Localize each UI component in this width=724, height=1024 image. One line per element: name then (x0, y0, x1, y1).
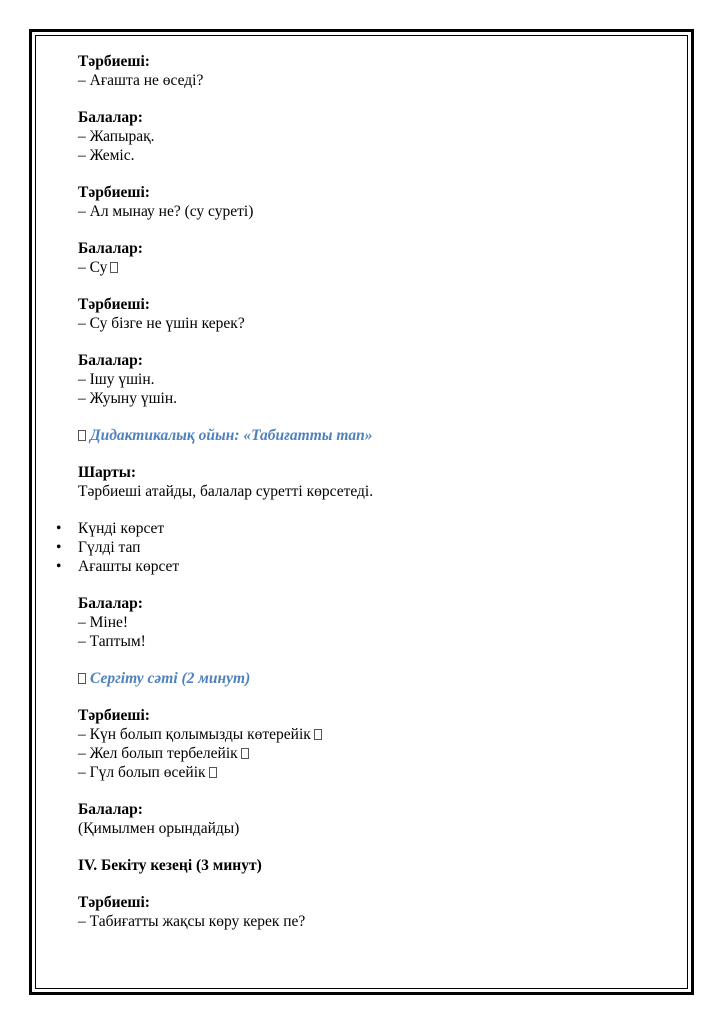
list-item-text: Ағашты көрсет (78, 558, 180, 575)
list-item (56, 538, 678, 557)
rules-block (78, 463, 678, 501)
flower-emoji-icon (209, 767, 217, 778)
dialogue-block (78, 52, 678, 90)
dialogue-line: – Гүл болып өсейік (78, 764, 206, 781)
dialogue-line: – Ал мынау не? (су суреті) (78, 203, 254, 220)
list-item (56, 519, 678, 538)
game-heading (78, 426, 678, 445)
dialogue-line: – Жуыну үшін. (78, 390, 178, 407)
section-title: IV. Бекіту кезеңі (3 минут) (78, 857, 262, 874)
dialogue-line: – Табиғатты жақсы көру керек пе? (78, 913, 306, 930)
dialogue-line: – Міне! (78, 614, 129, 631)
dialogue-block (78, 183, 678, 221)
dialogue-line: – Ішу үшін. (78, 371, 155, 388)
dialogue-line-with-emoji (78, 763, 678, 782)
document-body (56, 52, 678, 949)
dialogue-block (78, 800, 678, 838)
speaker-label: Балалар: (78, 352, 143, 369)
dialogue-block (78, 295, 678, 333)
dialogue-line: – Жапырақ. (78, 128, 155, 145)
exercise-emoji-icon (78, 673, 86, 684)
rules-text: Тәрбиеші атайды, балалар суретті көрсетеді. (78, 483, 374, 500)
exercise-heading-text: Сергіту сәті (2 минут) (90, 670, 251, 687)
bullet-list (56, 519, 678, 576)
dialogue-line: – Таптым! (78, 633, 146, 650)
bullet-icon: • (56, 558, 62, 575)
speaker-label: Балалар: (78, 595, 143, 612)
exercise-heading (78, 669, 678, 688)
speaker-label: Тәрбиеші: (78, 184, 150, 201)
speaker-label: Балалар: (78, 801, 143, 818)
wind-emoji-icon (241, 748, 249, 759)
dialogue-block (78, 108, 678, 165)
list-item (56, 557, 678, 576)
dialogue-line: (Қимылмен орындайды) (78, 820, 240, 837)
speaker-label: Балалар: (78, 109, 143, 126)
dialogue-line: – Күн болып қолымызды көтерейік (78, 726, 311, 743)
speaker-label: Тәрбиеші: (78, 894, 150, 911)
game-emoji-icon (78, 430, 86, 441)
dialogue-block (78, 351, 678, 408)
dialogue-line-with-emoji (78, 744, 678, 763)
dialogue-line: – Жеміс. (78, 147, 135, 164)
speaker-label: Тәрбиеші: (78, 707, 150, 724)
list-item-text: Күнді көрсет (78, 520, 165, 537)
speaker-label: Балалар: (78, 240, 143, 257)
bullet-icon: • (56, 520, 62, 537)
dialogue-block (78, 239, 678, 277)
rules-label: Шарты: (78, 464, 137, 481)
speaker-label: Тәрбиеші: (78, 296, 150, 313)
water-emoji-icon (110, 262, 118, 273)
dialogue-block (78, 706, 678, 782)
dialogue-line-with-emoji (78, 258, 678, 277)
speaker-label: Тәрбиеші: (78, 53, 150, 70)
dialogue-line-with-emoji (78, 725, 678, 744)
dialogue-block (78, 594, 678, 651)
dialogue-block (78, 893, 678, 931)
dialogue-line: – Ағашта не өседі? (78, 72, 204, 89)
sun-emoji-icon (314, 729, 322, 740)
dialogue-line: – Су (78, 259, 108, 276)
game-heading-text: Дидактикалық ойын: «Табиғатты тап» (90, 427, 373, 444)
bullet-icon: • (56, 539, 62, 556)
dialogue-line: – Су бізге не үшін керек? (78, 315, 245, 332)
dialogue-line: – Жел болып тербелейік (78, 745, 238, 762)
list-item-text: Гүлді тап (78, 539, 141, 556)
